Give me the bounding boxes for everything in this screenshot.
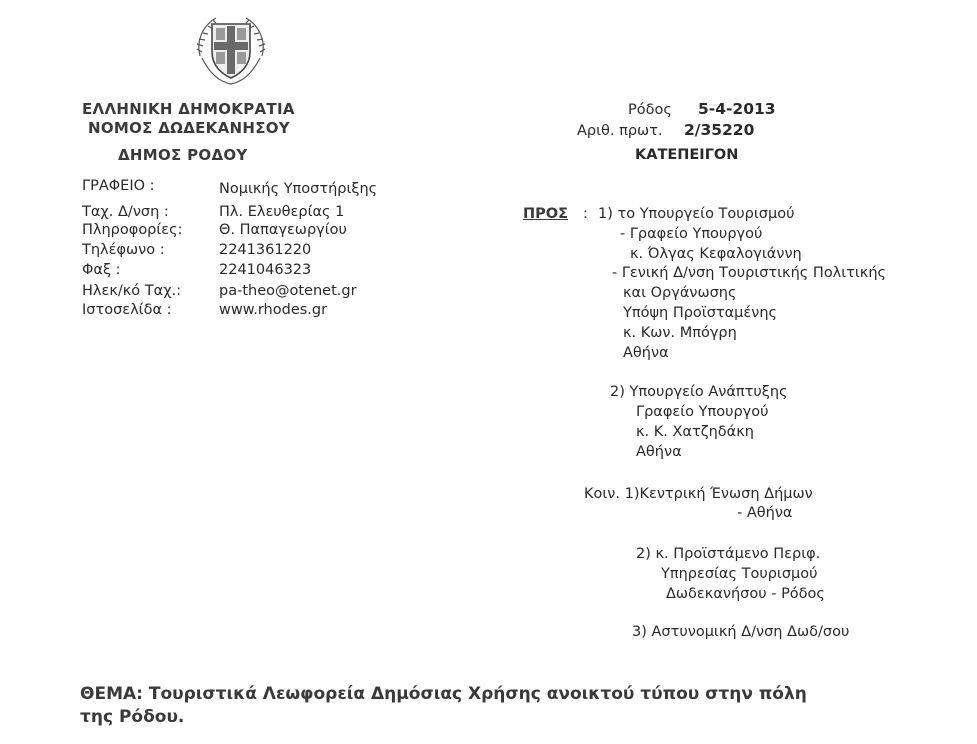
email-label: Ηλεκ/κό Ταχ.:	[82, 283, 182, 299]
protocol-number: 2/35220	[684, 121, 755, 139]
cc-2-line-2: Υπηρεσίας Τουρισμού	[661, 566, 818, 582]
phone-label: Τηλέφωνο :	[82, 242, 165, 258]
fax-value: 2241046323	[219, 262, 312, 278]
cc-2-line-1: 2) κ. Προϊστάμενο Περιφ.	[636, 546, 821, 562]
recipient-2-line-2: Γραφείο Υπουργού	[636, 404, 769, 420]
cc-1-line-2: - Αθήνα	[737, 505, 793, 521]
cc-3-line-1: 3) Αστυνομική Δ/νση Δωδ/σου	[632, 624, 850, 640]
recipient-1-line-5: και Οργάνωσης	[623, 285, 737, 301]
email-value: pa-theo@otenet.gr	[219, 283, 357, 299]
country-name: ΕΛΛΗΝΙΚΗ ΔΗΜΟΚΡΑΤΙΑ	[82, 100, 295, 118]
recipient-1-line-6: Υπόψη Προϊσταμένης	[623, 305, 778, 321]
contact-label: Πληροφορίες:	[82, 222, 183, 238]
municipality-name: ΔΗΜΟΣ ΡΟΔΟΥ	[118, 146, 248, 164]
fax-label: Φαξ :	[82, 262, 121, 278]
recipient-1-line-1: 1) το Υπουργείο Τουρισμού	[598, 206, 795, 222]
website-label: Ιστοσελίδα :	[82, 302, 172, 318]
phone-value: 2241361220	[219, 242, 312, 258]
urgency-label: ΚΑΤΕΠΕΙΓΟΝ	[635, 147, 739, 163]
recipient-2-line-4: Αθήνα	[636, 444, 682, 460]
protocol-label: Αριθ. πρωτ.	[577, 123, 663, 139]
recipient-1-line-3: κ. Όλγας Κεφαλογιάννη	[630, 246, 802, 262]
recipient-2-line-3: κ. Κ. Χατζηδάκη	[636, 424, 754, 440]
cc-1-line-1: Κοιν. 1)Κεντρική Ένωση Δήμων	[584, 486, 813, 502]
recipient-2-line-1: 2) Υπουργείο Ανάπτυξης	[610, 384, 788, 400]
greek-coat-of-arms-icon	[190, 8, 272, 90]
recipient-1-line-8: Αθήνα	[623, 345, 669, 361]
address-value: Πλ. Ελευθερίας 1	[219, 204, 345, 220]
contact-value: Θ. Παπαγεωργίου	[219, 222, 347, 238]
recipient-1-line-2: - Γραφείο Υπουργού	[620, 226, 763, 242]
prefecture-name: ΝΟΜΟΣ ΔΩΔΕΚΑΝΗΣΟΥ	[88, 119, 290, 137]
subject-line-2: της Ρόδου.	[80, 707, 185, 727]
place-name: Ρόδος	[628, 102, 672, 118]
recipient-1-line-4: - Γενική Δ/νση Τουριστικής Πολιτικής	[612, 265, 887, 281]
recipient-1-line-7: κ. Κων. Μπόγρη	[623, 325, 737, 341]
address-label: Ταχ. Δ/νση :	[82, 204, 169, 220]
office-value: Νομικής Υποστήριξης	[219, 181, 378, 197]
to-colon: :	[583, 206, 588, 222]
to-label: ΠΡΟΣ	[523, 206, 568, 222]
cc-2-line-3: Δωδεκανήσου - Ρόδος	[666, 586, 825, 602]
subject-line-1: ΘΕΜΑ: Τουριστικά Λεωφορεία Δημόσιας Χρήσης ανοικτού τύπου στην πόλη	[80, 684, 807, 704]
document-date: 5-4-2013	[698, 100, 776, 118]
office-label: ΓΡΑΦΕΙΟ :	[82, 178, 155, 194]
website-value: www.rhodes.gr	[219, 302, 328, 318]
